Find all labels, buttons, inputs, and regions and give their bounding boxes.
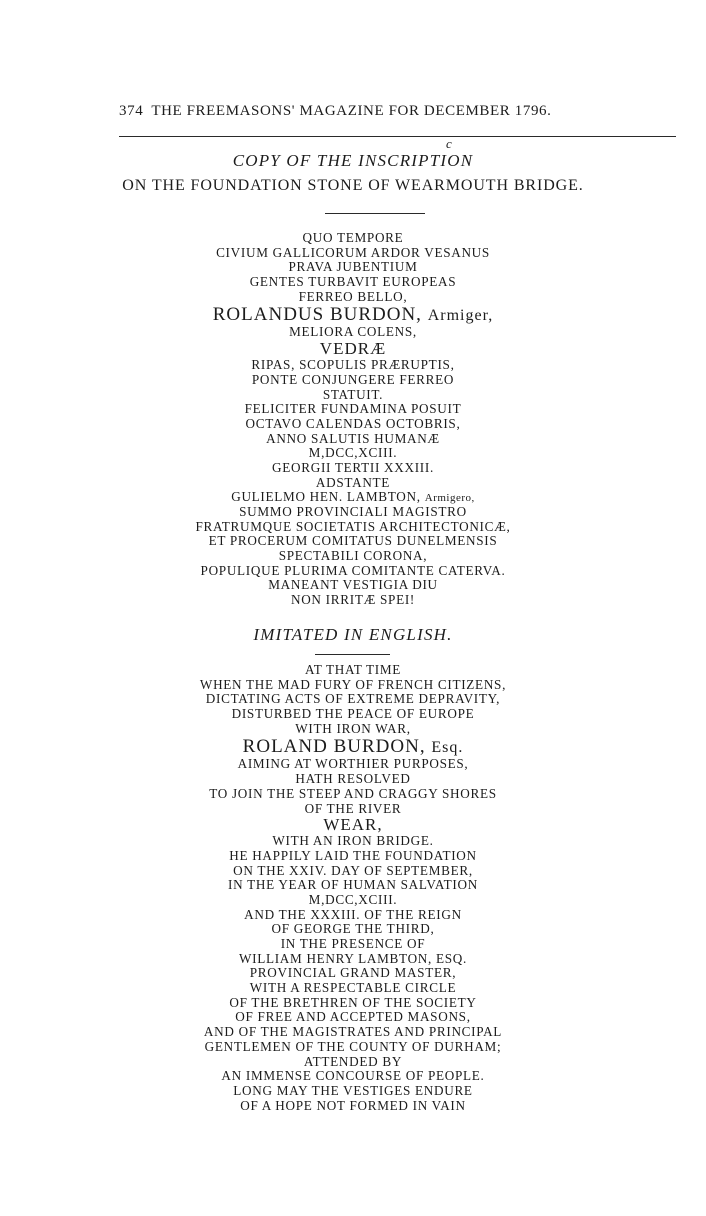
armiger-suffix: Armiger, — [427, 307, 494, 325]
english-line: ATTENDED BY — [303, 1053, 403, 1069]
english-line: AIMING AT WORTHIER PURPOSES, — [237, 756, 469, 772]
latin-line: SUMMO PROVINCIALI MAGISTRO — [239, 504, 467, 519]
stray-mark: c — [446, 136, 452, 151]
latin-line: FERREO BELLO, — [298, 288, 408, 304]
latin-lambton: GULIELMO HEN. LAMBTON, — [231, 489, 421, 505]
english-line: WITH AN IRON BRIDGE. — [272, 833, 434, 849]
english-name: ROLAND BURDON, — [242, 736, 426, 758]
latin-subtitle: ON THE FOUNDATION STONE OF WEARMOUTH BRIDGE. — [122, 177, 584, 194]
english-translation — [0, 663, 706, 1113]
latin-line: MANEANT VESTIGIA DIU — [268, 577, 438, 593]
english-line: M,DCC,XCIII. — [308, 891, 398, 907]
latin-inscription — [0, 231, 706, 608]
english-divider — [315, 654, 390, 655]
latin-title: COPY OF THE INSCRIPTION — [232, 151, 474, 170]
latin-line: ANNO SALUTIS HUMANÆ — [266, 430, 440, 446]
latin-divider — [325, 213, 425, 214]
esq-suffix: Esq. — [431, 739, 464, 757]
english-line: PROVINCIAL GRAND MASTER, — [249, 965, 457, 981]
english-line — [0, 736, 706, 757]
english-line: OF A HOPE NOT FORMED IN VAIN — [240, 1097, 466, 1113]
latin-line: M,DCC,XCIII. — [308, 445, 398, 461]
latin-line: PRAVA JUBENTIUM — [288, 259, 418, 275]
latin-line: QUO TEMPORE — [302, 230, 404, 245]
english-line: AND OF THE MAGISTRATES AND PRINCIPAL — [203, 1024, 503, 1040]
page-number: 374 — [119, 103, 144, 119]
latin-line: FRATRUMQUE SOCIETATIS ARCHITECTONICÆ, — [195, 518, 511, 534]
latin-line: CIVIUM GALLICORUM ARDOR VESANUS — [216, 244, 490, 260]
english-line: AND THE XXXIII. OF THE REIGN — [244, 906, 462, 922]
english-line: WEAR, — [323, 815, 383, 835]
english-line: HE HAPPILY LAID THE FOUNDATION — [229, 847, 477, 863]
latin-line: ADSTANTE — [315, 474, 391, 490]
armigero-suffix: Armigero, — [424, 492, 475, 505]
header-rule — [119, 136, 676, 137]
english-line: WHEN THE MAD FURY OF FRENCH CITIZENS, — [199, 676, 507, 692]
english-line: DICTATING ACTS OF EXTREME DEPRAVITY, — [205, 691, 501, 707]
running-head — [119, 103, 679, 120]
english-line: OF THE BRETHREN OF THE SOCIETY — [229, 994, 477, 1010]
latin-line: GENTES TURBAVIT EUROPEAS — [249, 274, 457, 290]
latin-line: ET PROCERUM COMITATUS DUNELMENSIS — [208, 533, 498, 549]
latin-line: STATUIT. — [322, 386, 384, 402]
latin-name: ROLANDUS BURDON, — [212, 304, 422, 326]
english-line: WILLIAM HENRY LAMBTON, ESQ. — [238, 950, 468, 966]
english-line: WITH IRON WAR, — [295, 720, 411, 736]
latin-line — [0, 304, 706, 325]
english-line: AN IMMENSE CONCOURSE OF PEOPLE. — [221, 1068, 485, 1084]
english-title: IMITATED IN ENGLISH. — [253, 625, 453, 644]
english-line: IN THE PRESENCE OF — [280, 936, 426, 951]
english-line: ON THE XXIV. DAY OF SEPTEMBER, — [233, 862, 473, 878]
latin-line: VEDRÆ — [319, 339, 387, 359]
latin-line: RIPAS, SCOPULIS PRÆRUPTIS, — [251, 357, 455, 373]
english-line: DISTURBED THE PEACE OF EUROPE — [231, 706, 475, 722]
english-line: LONG MAY THE VESTIGES ENDURE — [233, 1082, 473, 1098]
latin-line — [0, 490, 706, 505]
english-line: WITH A RESPECTABLE CIRCLE — [249, 980, 457, 996]
latin-line: POPULIQUE PLURIMA COMITANTE CATERVA. — [200, 562, 506, 578]
english-line: TO JOIN THE STEEP AND CRAGGY SHORES — [209, 785, 497, 801]
running-title: THE FREEMASONS' MAGAZINE FOR DECEMBER 1796. — [151, 103, 552, 119]
latin-line: MELIORA COLENS, — [289, 324, 417, 340]
english-line: OF FREE AND ACCEPTED MASONS, — [235, 1009, 471, 1025]
english-line: HATH RESOLVED — [295, 771, 411, 787]
english-line: OF THE RIVER — [304, 800, 402, 816]
latin-line: PONTE CONJUNGERE FERREO — [251, 371, 455, 387]
latin-line: OCTAVO CALENDAS OCTOBRIS, — [245, 415, 461, 431]
latin-line: GEORGII TERTII XXXIII. — [272, 459, 434, 475]
english-line: GENTLEMEN OF THE COUNTY OF DURHAM; — [204, 1038, 502, 1054]
english-line: IN THE YEAR OF HUMAN SALVATION — [228, 877, 478, 893]
latin-line: SPECTABILI CORONA, — [278, 548, 428, 564]
latin-line: FELICITER FUNDAMINA POSUIT — [244, 401, 462, 417]
english-line: AT THAT TIME — [304, 662, 402, 677]
english-line: OF GEORGE THE THIRD, — [271, 921, 435, 937]
latin-line: NON IRRITÆ SPEI! — [290, 592, 416, 608]
